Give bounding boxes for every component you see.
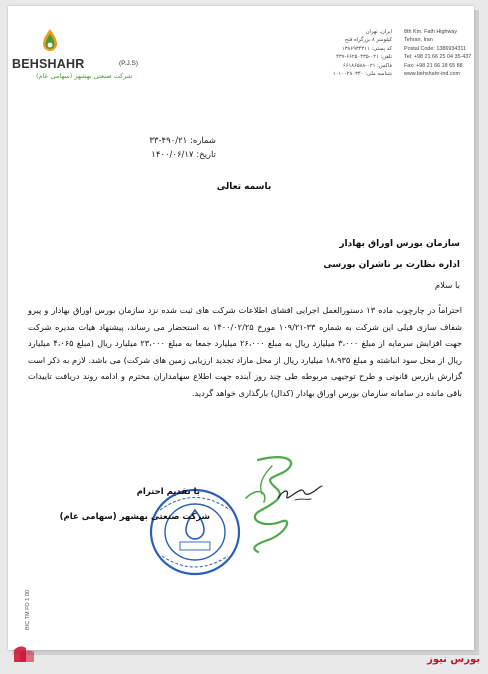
address-line: کیلومتر ۸ بزرگراه فتح xyxy=(344,37,392,44)
address-line: 8th Km. Fath Highway xyxy=(404,29,458,35)
letter-date: تاریخ: ۱۴۰۰/۰۶/۱۷ xyxy=(151,150,216,160)
logo-wordmark: BEHSHAHR xyxy=(12,57,85,71)
address-english xyxy=(404,28,478,78)
letter-number: شماره: ۴۹۰/۲۱-۳۳ xyxy=(149,136,216,146)
footer-brand: بورس نیوز xyxy=(427,654,480,665)
address-line: Fax: +98 21 66 18 65 88 xyxy=(404,62,463,69)
behshahr-logo-icon xyxy=(40,28,60,54)
address-line: فاکس: ۰۲۱-۶۶۱۸۶۵۸۸ xyxy=(342,62,392,69)
recipient-line-2: اداره نظارت بر ناشران بورسی xyxy=(323,260,460,270)
address-line: ایران، تهران xyxy=(365,29,392,35)
address-line: شناسه ملی: ۱۰۱۰۰۲۸۰۳۴۰ xyxy=(332,71,392,78)
recipient-block xyxy=(220,234,460,276)
logo-persian-name: شرکت صنعتی بهشهر (سهامی عام) xyxy=(36,72,133,80)
address-persian xyxy=(300,28,392,78)
signature-regards: با تقدیم احترام xyxy=(136,487,200,497)
address-line: Postal Code: 1386934311 xyxy=(404,45,466,52)
recipient-line-1: سازمان بورس اوراق بهادار xyxy=(339,239,460,249)
address-line: تلفن: ۰۲۱-۶۶۲۵۰۴۳۵-۴۳۷ xyxy=(336,54,392,61)
address-line: Tel: +98 21 66 25 04 35-437 xyxy=(404,54,472,61)
letter-meta xyxy=(96,134,216,162)
initials-signature-icon xyxy=(275,480,325,505)
address-line: Tehran, Iran xyxy=(404,37,433,44)
signature-company: شرکت صنعتی بهشهر (سهامی عام) xyxy=(59,512,210,522)
logo-suffix: (P.J.S) xyxy=(119,60,139,67)
address-line: کد پستی: ۱۳۸۶۹۳۴۳۱۱ xyxy=(341,45,392,52)
address-line: www.behshahr-ind.com xyxy=(404,71,461,78)
page-shadow-right xyxy=(474,10,479,654)
greeting: با سلام xyxy=(434,281,460,291)
salutation-heading: باسمه تعالی xyxy=(216,182,272,192)
form-code: BIC TM FO 1 00 xyxy=(25,590,31,630)
boursenews-logo-icon xyxy=(12,640,36,664)
letter-body: احتراماً در چارچوب ماده ۱۳ دستورالعمل اجرایی افشای اطلاعات شرکت های ثبت شده نزد سازمان بورس اوراق بهادار و پیرو شفاف سازی قبلی این شرکت به شماره ۳۳-۱۰۹/۲۱ مورخ ۱۴۰۰/۰۲/۲۵ به استحضار می رساند، پیشنهاد هیات مدیره شرکت جهت افزایش سرمایه از مبلغ ۳،۰۰۰ میلیارد ریال به مبلغ ۲۶،۰۰۰ میلیارد جمعا به مبلغ ۲۳،۰۰۰ میلیارد ریال (مبلغ ۴،۰۶۵ میلیارد ریال از محل سود انباشته و مبلغ ۱۸،۹۳۵ میلیارد ریال از محل مازاد تجدید ارزیابی زمین های شرکت) می باشد. لازم به ذکر است گزارش بازرس قانونی و طرح توجیهی مربوطه طی چند روز آینده جهت اطلاع سهامداران محترم و ادامه روند دریافت تاییدات باقی مانده در سامانه سازمان بورس اوراق بهادار (کدال) بارگذاری خواهد گردید. xyxy=(28,305,462,398)
